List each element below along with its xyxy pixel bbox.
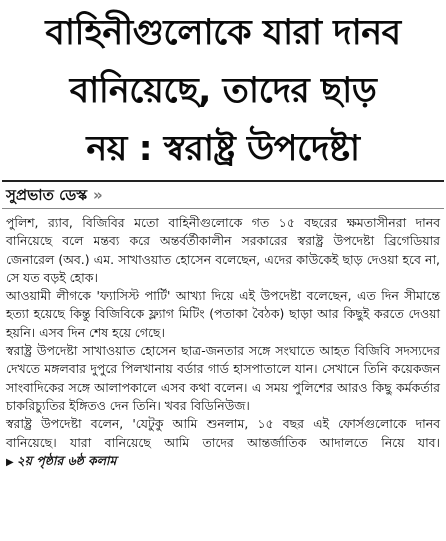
continuation-link[interactable]: [6, 453, 116, 468]
headline-line-2: বানিয়েছে, তাদের ছাড়: [69, 71, 377, 111]
chevron-icon: »: [93, 186, 103, 204]
paragraph-3: স্বরাষ্ট্র উপদেষ্টা সাখাওয়াত হোসেন ছাত্র-জনতার সঙ্গে সংঘাতে আহত বিজিবি সদস্যদের দেখতে মঙ্গলবার দুপুরে পিলখানায় বর্ডার গার্ড হাসপাতালে যান। সেখানে তিনি কয়েকজন সাংবাদিকের সঙ্গে আলাপকালে এসব কথা বলেন। এ সময় পুলিশের আরও কিছু কর্মকর্তার চাকরিচ্যুতির ইঙ্গিতও দেন তিনি। খবর বিডিনিউজ।: [6, 343, 440, 413]
paragraph-4: [6, 415, 440, 472]
paragraph-2: আওয়ামী লীগকে 'ফ্যাসিস্ট পার্টি' আখ্যা দিয়ে এই উপদেষ্টা বলেছেন, এত দিন সীমান্তে হত্যা হয়েছে কিন্তু বিজিবিকে ফ্ল্যাগ মিটিং (পতাকা বৈঠক) ছাড়া আর কিছুই করতে দেওয়া হয়নি। এসব দিন শেষ হয়ে গেছে।: [6, 288, 440, 340]
continuation-text: ২য় পৃষ্ঠার ৬ষ্ঠ কলাম: [16, 452, 117, 468]
byline-divider: [2, 208, 444, 209]
triangle-right-icon: ▶: [6, 456, 14, 468]
paragraph-1: পুলিশ, র‍্যাব, বিজিবির মতো বাহিনীগুলোকে গত ১৫ বছরের ক্ষমতাসীনরা দানব বানিয়েছে বলে মন্তব্য করে অন্তর্বর্তীকালীন সরকারের স্বরাষ্ট্র উপদেষ্টা ব্রিগেডিয়ার জেনারেল (অব.) এম. সাখাওয়াত হোসেন বলেছেন, এদের কাউকেই ছাড় দেওয়া হবে না, সে যত বড়ই হোক।: [6, 215, 440, 285]
byline-text: সুপ্রভাত ডেস্ক: [6, 186, 88, 204]
byline: [6, 183, 103, 207]
paragraph-4-text: স্বরাষ্ট্র উপদেষ্টা বলেন, 'যেটুকু আমি শুনলাম, ১৫ বছর এই ফোর্সগুলোকে দানব বানিয়েছে। যারা বানিয়েছে আমি তাদের আন্তর্জাতিক আদালতে নিয়ে যাব।: [6, 416, 440, 450]
headline-line-3: নয় : স্বরাষ্ট্র উপদেষ্টা: [86, 129, 360, 169]
top-divider: [2, 180, 444, 182]
headline: [6, 4, 440, 178]
headline-line-1: বাহিনীগুলোকে যারা দানব: [45, 13, 401, 53]
article-body: [6, 214, 440, 472]
